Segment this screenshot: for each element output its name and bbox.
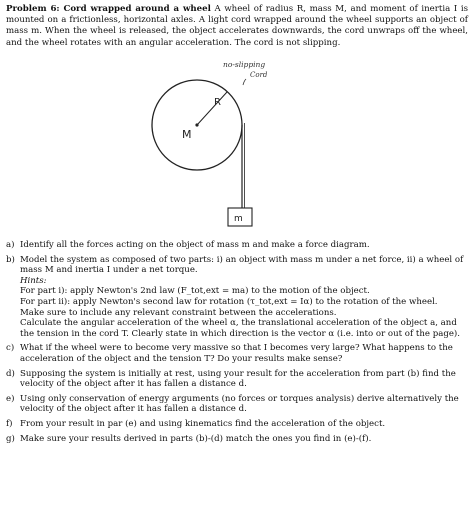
part-a — [6, 240, 468, 251]
part-c-text: What if the wheel were to become very massive so that I becomes very large? What happens to the acceleration of the object and the tension T? Do your results make sense? — [20, 343, 453, 364]
part-b-calculate: Calculate the angular acceleration of the wheel α, the translational acceleration of the object a, and the tension in the cord T. Clearly state in which direction is the vector α (i.e. into or out of the page). — [20, 318, 460, 339]
part-g — [6, 434, 468, 445]
part-g-text: Make sure your results derived in parts (b)-(d) match the ones you find in (e)-(f). — [20, 433, 372, 444]
part-b-hint-i: For part i): apply Newton's 2nd law (F_tot,ext = ma) to the motion of the object. — [20, 286, 370, 297]
wheel-mass-label: M — [182, 128, 192, 141]
part-e — [6, 394, 468, 415]
part-label: e) — [6, 393, 15, 404]
part-d-text: Supposing the system is initially at rest, using your result for the acceleration from part (b) find the velocity of the object after it has fallen a distance d. — [20, 368, 456, 390]
wheel-diagram — [150, 55, 330, 240]
wheel-center — [195, 123, 198, 126]
part-label: g) — [6, 433, 15, 444]
part-b — [6, 255, 468, 340]
block-mass-label: m — [234, 214, 243, 224]
part-label: c) — [6, 343, 15, 354]
part-b-hint-ii: For part ii): apply Newton's second law for rotation (τ_tot,ext = Iα) to the rotation of the wheel. — [20, 296, 438, 307]
part-f-text: From your result in par (e) and using kinematics find the acceleration of the object. — [20, 418, 386, 429]
part-label: f) — [6, 418, 13, 429]
part-a-text: Identify all the forces acting on the object of mass m and make a force diagram. — [20, 240, 370, 250]
part-f — [6, 419, 468, 430]
part-e-text: Using only conservation of energy arguments (no forces or torques analysis) derive alternatively the velocity of the object after it has fallen a distance d. — [20, 393, 459, 415]
problem-description: A wheel of radius R, mass M, and moment of inertia I is mounted on a frictionless, horizontal axles. A light cord wrapped around the wheel supports an object of mass m. When the wheel is released, the object accelerates downwards, the cord unwraps off the wheel, and the wheel rotates with an angular acceleration. The cord is not slipping. — [6, 4, 468, 48]
part-c — [6, 343, 468, 364]
part-b-model: Model the system as composed of two parts: i) an object with mass m under a net force, ii) a wheel of mass M and inertia I under a net torque. — [20, 254, 464, 276]
radius-label: R — [214, 97, 221, 108]
problem-intro — [6, 4, 468, 49]
part-b-hints-heading: Hints: — [20, 275, 47, 286]
annotation-cord: Cord — [250, 71, 268, 79]
part-label: d) — [6, 368, 15, 379]
part-label: b) — [6, 254, 15, 265]
problem-heading: Problem 6: Cord wrapped around a wheel — [6, 4, 211, 14]
part-label: a) — [6, 240, 15, 250]
annotation-arrow — [243, 79, 246, 85]
part-b-constraint: Make sure to include any relevant constraint between the accelerations. — [20, 307, 337, 318]
annotation-no-slipping: no-slipping — [223, 60, 266, 69]
part-d — [6, 369, 468, 390]
problem-parts — [6, 240, 468, 448]
radius-line — [197, 92, 227, 125]
